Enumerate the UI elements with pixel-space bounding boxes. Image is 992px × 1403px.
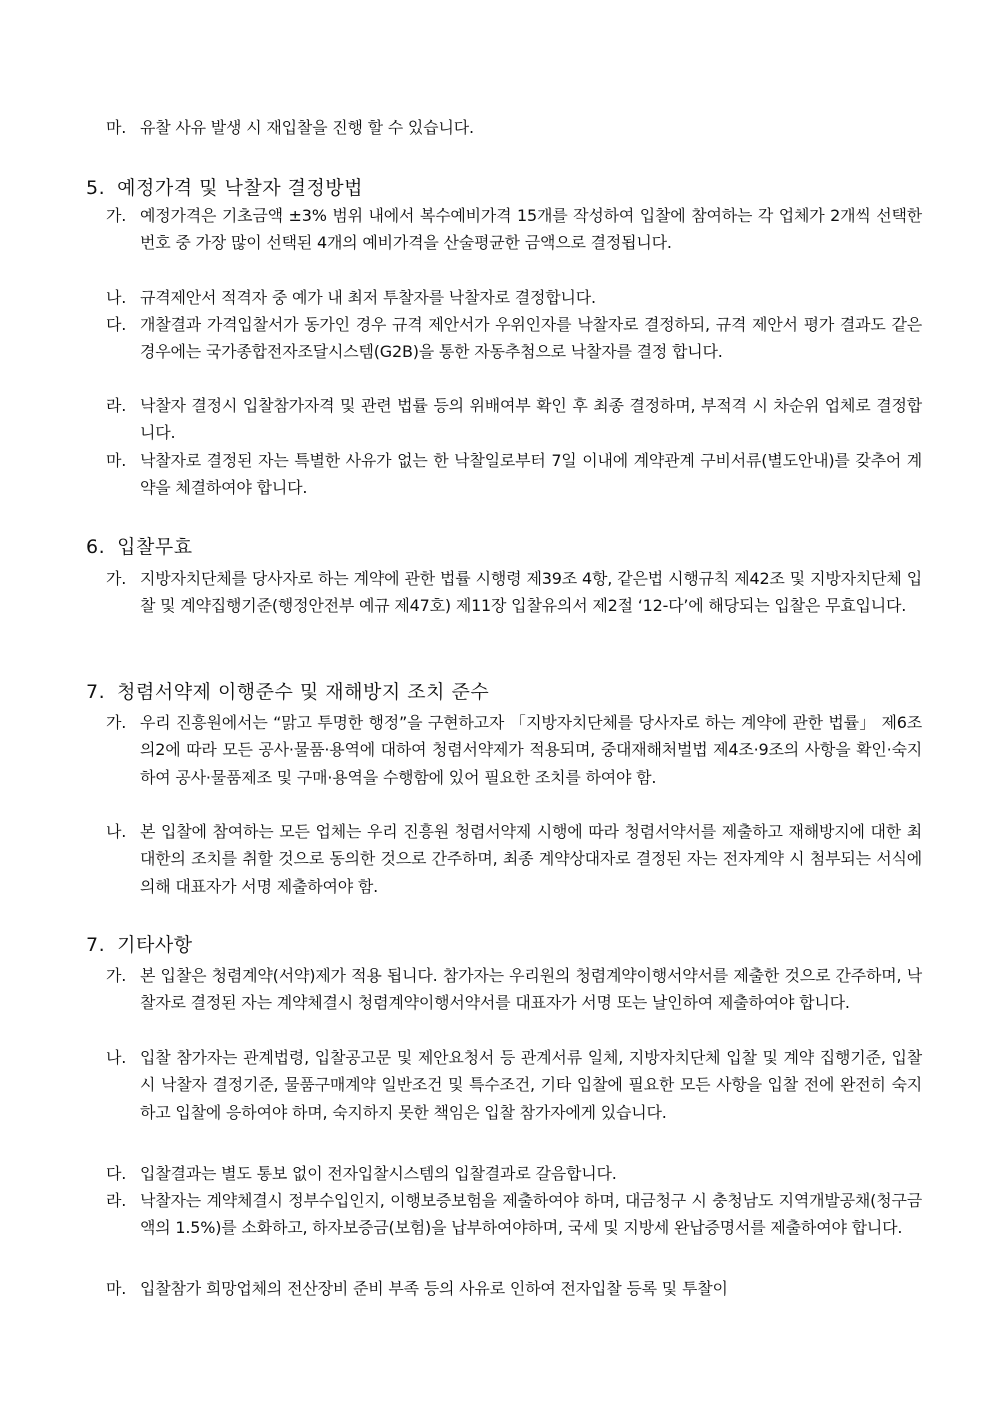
section-number: 6. [86,536,106,558]
list-item-text: 본 입찰은 청렴계약(서약)제가 적용 됩니다. 참가자는 우리원의 청렴계약이행서약서를 제출한 것으로 간주하며, 낙찰자로 결정된 자는 계약체결시 청렴계약이행서약서를 대표자가 서명 또는 날인하여 제출하여야 합니다. [140,966,922,1013]
list-item-text: 낙찰자로 결정된 자는 특별한 사유가 없는 한 낙찰일로부터 7일 이내에 계약관계 구비서류(별도안내)를 갖추어 계약을 체결하여야 합니다. [140,451,922,498]
list-item-text: 본 입찰에 참여하는 모든 업체는 우리 진흥원 청렴서약제 시행에 따라 청렴서약서를 제출하고 재해방지에 대한 최대한의 조치를 취할 것으로 동의한 것으로 간주하며, 최종 계약상대자로 결정된 자는 전자계약 시 첨부되는 서식에 의해 대표자가 서명 제출하여야 함. [140,822,922,896]
list-item [106,392,922,447]
list-marker: 나. [106,822,127,841]
list-item [106,818,922,900]
list-item [106,114,922,141]
section-heading [86,533,193,561]
list-item [106,202,922,257]
list-item-text: 개찰결과 가격입찰서가 동가인 경우 규격 제안서가 우위인자를 낙찰자로 결정하되, 규격 제안서 평가 결과도 같은 경우에는 국가종합전자조달시스템(G2B)을 통한 자동추첨으로 낙찰자를 결정 합니다. [140,315,922,362]
list-item-text: 예정가격은 기초금액 ±3% 범위 내에서 복수예비가격 15개를 작성하여 입찰에 참여하는 각 업체가 2개씩 선택한 번호 중 가장 많이 선택된 4개의 예비가격을 산술평균한 금액으로 결정됩니다. [140,206,922,253]
list-item-text: 지방자치단체를 당사자로 하는 계약에 관한 법률 시행령 제39조 4항, 같은법 시행규칙 제42조 및 지방자치단체 입찰 및 계약집행기준(행정안전부 예규 제47호) 제11장 입찰유의서 제2절 ‘12-다’에 해당되는 입찰은 무효입니다. [140,569,922,616]
section-number: 5. [86,177,106,199]
section-title: 예정가격 및 낙찰자 결정방법 [117,177,364,199]
list-item-text: 입찰 참가자는 관계법령, 입찰공고문 및 제안요청서 등 관계서류 일체, 지방자치단체 입찰 및 계약 집행기준, 입찰시 낙찰자 결정기준, 물품구매계약 일반조건 및 특수조건, 기타 입찰에 필요한 모든 사항을 입찰 전에 완전히 숙지하고 입찰에 응하여야 하며, 숙지하지 못한 책임은 입찰 참가자에게 있습니다. [140,1048,922,1122]
list-marker: 마. [106,118,127,137]
list-marker: 나. [106,288,127,307]
section-number: 7. [86,681,106,703]
section-title: 입찰무효 [117,536,193,558]
section-title: 기타사항 [117,934,193,956]
section-title: 청렴서약제 이행준수 및 재해방지 조치 준수 [117,681,490,703]
section-number: 7. [86,934,106,956]
list-item [106,1275,922,1302]
list-item [106,1044,922,1126]
list-marker: 나. [106,1048,127,1067]
section-heading [86,678,489,706]
list-marker: 다. [106,1164,127,1183]
list-item [106,709,922,791]
list-item [106,447,922,502]
list-item [106,1187,922,1242]
list-item [106,1160,922,1187]
list-marker: 라. [106,396,127,415]
list-item-text: 낙찰자는 계약체결시 정부수입인지, 이행보증보험을 제출하여야 하며, 대금청구 시 충청남도 지역개발공채(청구금액의 1.5%)를 소화하고, 하자보증금(보험)을 납부하여야하며, 국세 및 지방세 완납증명서를 제출하여야 합니다. [140,1191,922,1238]
list-item [106,284,922,311]
list-item [106,565,922,620]
list-item [106,962,922,1017]
section-heading [86,931,193,959]
list-marker: 마. [106,451,127,470]
list-item-text: 낙찰자 결정시 입찰참가자격 및 관련 법률 등의 위배여부 확인 후 최종 결정하며, 부적격 시 차순위 업체로 결정합니다. [140,396,922,443]
list-item [106,311,922,366]
list-marker: 가. [106,966,127,985]
list-marker: 가. [106,713,127,732]
list-item-text: 입찰참가 희망업체의 전산장비 준비 부족 등의 사유로 인하여 전자입찰 등록 및 투찰이 [140,1279,728,1298]
list-item-text: 우리 진흥원에서는 “맑고 투명한 행정”을 구현하고자 「지방자치단체를 당사자로 하는 계약에 관한 법률」 제6조의2에 따라 모든 공사·물품·용역에 대하여 청렴서약제가 적용되며, 중대재해처벌법 제4조·9조의 사항을 확인·숙지하여 공사·물품제조 및 구매·용역을 수행함에 있어 필요한 조치를 하여야 함. [140,713,922,787]
section-heading [86,174,363,202]
list-marker: 가. [106,206,127,225]
list-marker: 라. [106,1191,127,1210]
list-item-text: 규격제안서 적격자 중 예가 내 최저 투찰자를 낙찰자로 결정합니다. [140,288,596,307]
list-marker: 마. [106,1279,127,1298]
list-marker: 가. [106,569,127,588]
list-marker: 다. [106,315,127,334]
list-item-text: 유찰 사유 발생 시 재입찰을 진행 할 수 있습니다. [140,118,474,137]
list-item-text: 입찰결과는 별도 통보 없이 전자입찰시스템의 입찰결과로 갈음합니다. [140,1164,617,1183]
